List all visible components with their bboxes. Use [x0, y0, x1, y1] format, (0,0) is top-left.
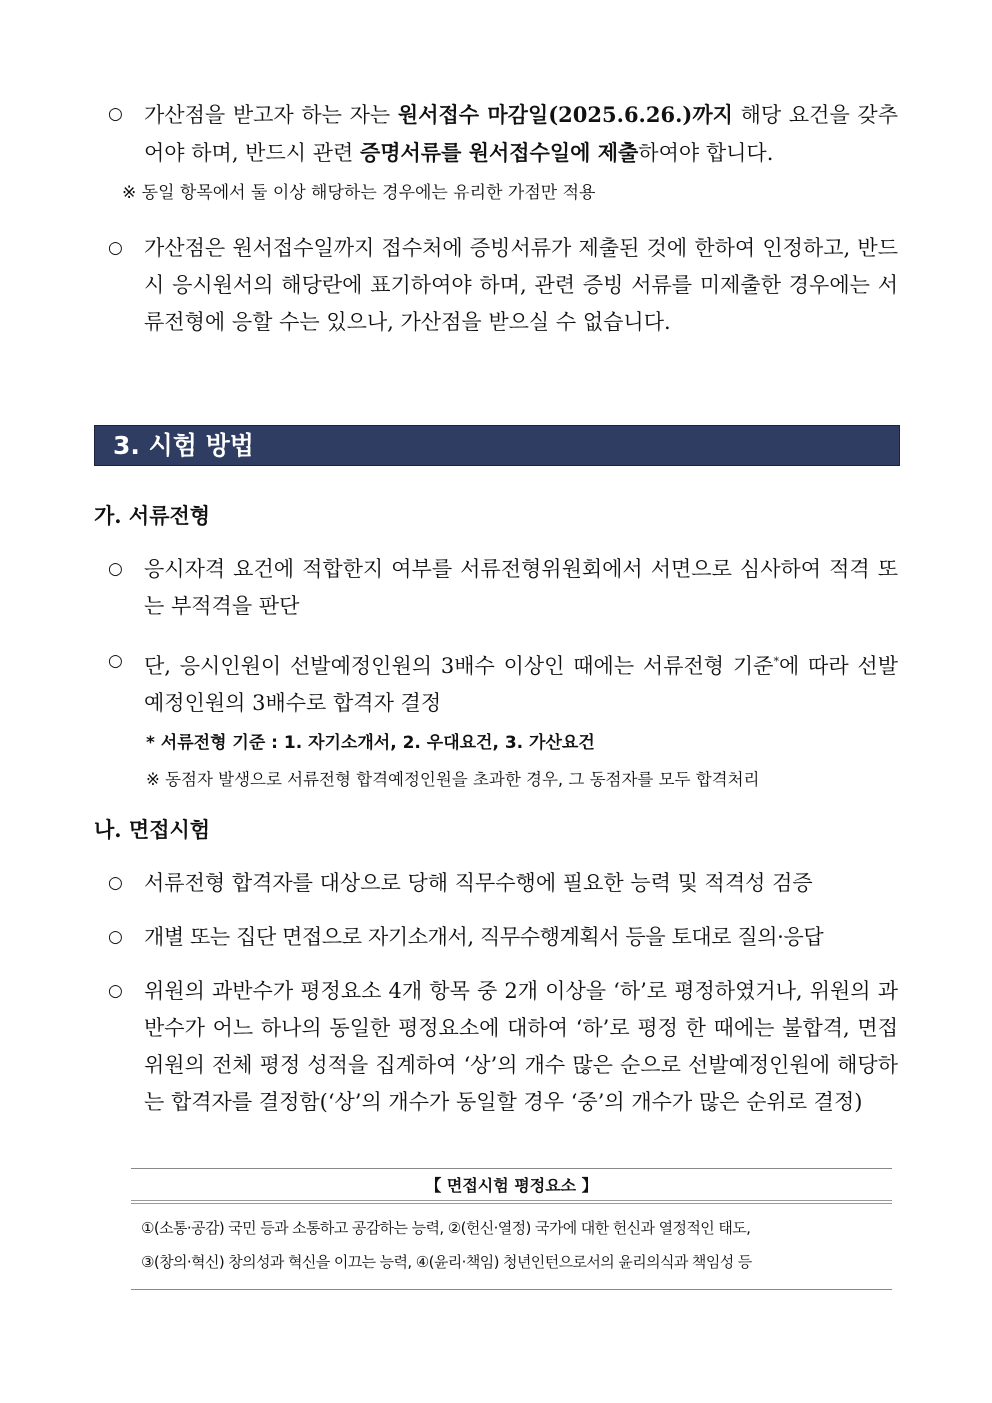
- bullet-circle-icon: ○: [108, 873, 123, 893]
- bonus-text-1: 가산점을 받고자 하는 자는 원서접수 마감일(2025.6.26.)까지 해당 요건을 갖추어야 하며, 반드시 관련 증명서류를 원서접수일에 제출하여야 합니다.: [144, 102, 898, 165]
- bullet-circle-icon: ○: [108, 559, 123, 579]
- bullet-circle-icon: ○: [108, 238, 123, 258]
- screening-bullet-2: [108, 643, 898, 722]
- bullet-circle-icon: ○: [108, 981, 123, 1001]
- evaluation-elements-box: [131, 1168, 892, 1290]
- screening-text-2: 단, 응시인원이 선발예정인원의 3배수 이상인 때에는 서류전형 기준*에 따라 선발예정인원의 3배수로 합격자 결정: [144, 654, 899, 715]
- interview-text-3: 위원의 과반수가 평정요소 4개 항목 중 2개 이상을 ‘하’로 평정하였거나, 위원의 과반수가 어느 하나의 동일한 평정요소에 대하여 ‘하’로 평정 한 때에는 불합격, 면접위원의 전체 평정 성적을 집계하여 ‘상’의 개수 많은 순으로 선발예정인원에 해당하는 합격자를 결정함(‘상’의 개수가 동일할 경우 ‘중’의 개수가 많은 순위로 결정): [144, 979, 898, 1114]
- submission-emphasis: 증명서류를 원서접수일에 제출: [359, 140, 639, 165]
- interview-text-1: 서류전형 합격자를 대상으로 당해 직무수행에 필요한 능력 및 적격성 검증: [144, 871, 813, 895]
- bullet-circle-icon: ○: [108, 927, 123, 947]
- document-screening-heading: 가. 서류전형: [94, 503, 211, 528]
- evaluation-line-1: ①(소통·공감) 국민 등과 소통하고 공감하는 능력, ②(헌신·열정) 국가에 대한 헌신과 열정적인 태도,: [141, 1219, 751, 1237]
- screening-text-1: 응시자격 요건에 적합한지 여부를 서류전형위원회에서 서면으로 심사하여 적격 또는 부적격을 판단: [144, 557, 898, 618]
- tie-rule-note: ※ 동점자 발생으로 서류전형 합격예정인원을 초과한 경우, 그 동점자를 모두 합격처리: [146, 770, 760, 789]
- evaluation-line-2: ③(창의·혁신) 창의성과 혁신을 이끄는 능력, ④(윤리·책임) 청년인턴으로서의 윤리의식과 책임성 등: [141, 1253, 752, 1271]
- divider: [131, 1200, 892, 1201]
- bullet-circle-icon: ○: [108, 104, 123, 124]
- interview-text-2: 개별 또는 집단 면접으로 자기소개서, 직무수행계획서 등을 토대로 질의·응답: [144, 925, 824, 949]
- box-title: 【 면접시험 평정요소 】: [425, 1176, 598, 1195]
- bonus-text-2: 가산점은 원서접수일까지 접수처에 증빙서류가 제출된 것에 한하여 인정하고, 반드시 응시원서의 해당란에 표기하여야 하며, 관련 증빙 서류를 미제출한 경우에는 서류전형에 응할 수는 있으나, 가산점을 받으실 수 없습니다.: [144, 236, 898, 334]
- footnote-marker: *: [773, 655, 779, 668]
- screening-criteria: * 서류전형 기준 : 1. 자기소개서, 2. 우대요건, 3. 가산요건: [146, 733, 595, 753]
- divider: [131, 1203, 892, 1204]
- interview-bullet-1: [108, 865, 898, 902]
- screening-bullet-1: [108, 551, 898, 625]
- section-header: [94, 425, 900, 466]
- interview-bullet-2: [108, 919, 898, 956]
- bonus-note: ※ 동일 항목에서 둘 이상 해당하는 경우에는 유리한 가점만 적용: [122, 183, 596, 203]
- bullet-circle-icon: ○: [108, 651, 123, 671]
- bonus-bullet-2: [108, 230, 898, 341]
- bonus-bullet-1: [108, 96, 898, 172]
- section-title: 3. 시험 방법: [113, 431, 254, 460]
- interview-heading: 나. 면접시험: [94, 817, 211, 842]
- deadline-emphasis: 원서접수 마감일(2025.6.26.)까지: [397, 102, 733, 127]
- interview-bullet-3: [108, 973, 898, 1121]
